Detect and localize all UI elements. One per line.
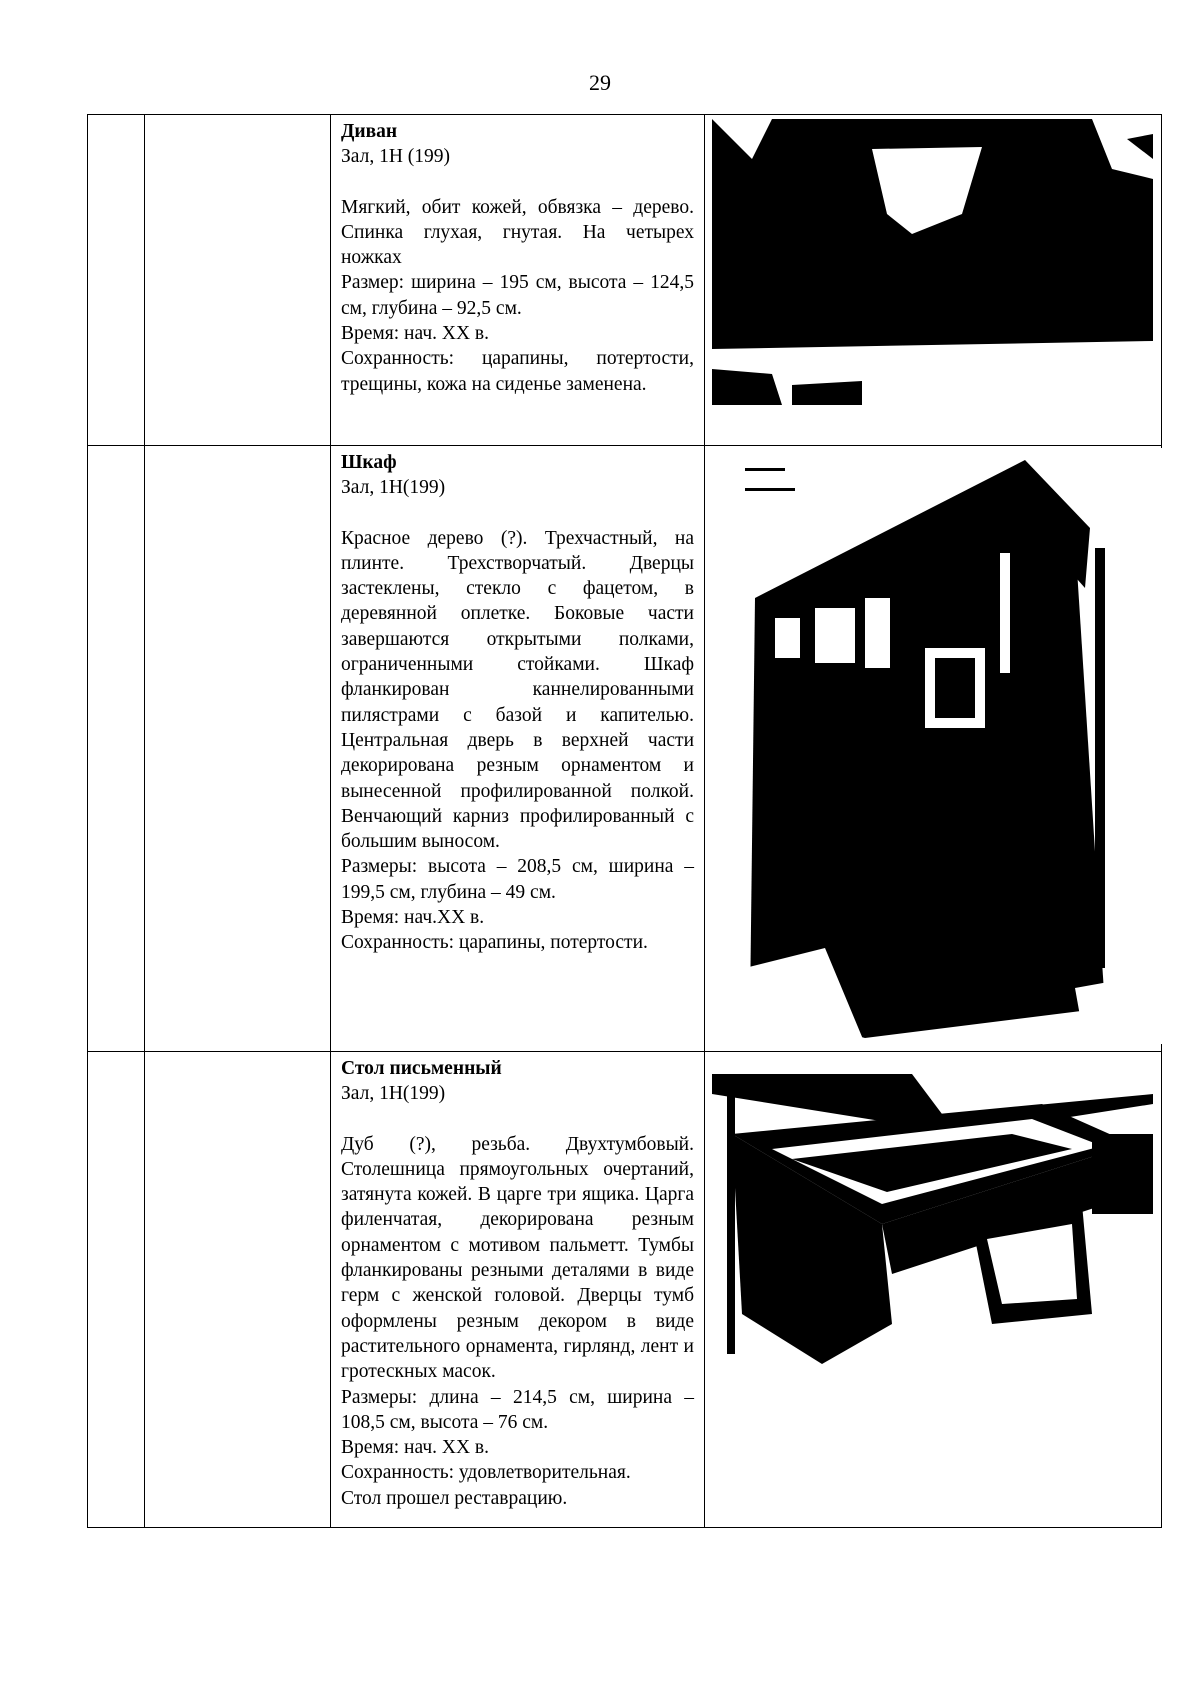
table-row [88, 446, 1162, 1052]
item-condition: Сохранность: удовлетворительная. [341, 1462, 631, 1484]
description-cell [331, 446, 705, 1052]
inventory-cell [145, 1052, 331, 1528]
item-location: Зал, 1Н (199) [341, 146, 451, 168]
number-cell [88, 1052, 145, 1528]
item-note: Стол прошел реставрацию. [341, 1487, 568, 1509]
photo-cell [705, 446, 1162, 1052]
item-time: Время: нач. XX в. [341, 323, 490, 345]
sofa-photo [712, 119, 1153, 405]
item-title: Шкаф [341, 452, 397, 473]
item-description: Красное дерево (?). Трехчастный, на плинте. Трехстворчатый. Дверцы застеклены, стекло с фацетом, в деревянной оплетке. Боковые части завершаются открытыми полками, ограниченными стойками. Шкаф фланкирован каннелированными пилястрами с базой и капителью. Центральная дверь в верхней части декорирована резным орнаментом и вынесенной профилированной полкой. Венчающий карниз профилированный с большим выносом. [341, 527, 694, 853]
table-row [88, 1052, 1162, 1528]
item-title: Диван [341, 121, 398, 142]
item-description: Дуб (?), резьба. Двухтумбовый. Столешница прямоугольных очертаний, затянута кожей. В царге три ящика. Царга филенчатая, декорирована резным орнаментом с мотивом пальметт. Тумбы фланкированы резными деталями в виде герм с женской головой. Дверцы тумб оформлены резным декором в виде растительного орнамента, гирлянд, лент и гротескных масок. [341, 1133, 694, 1383]
item-size: Размеры: высота – 208,5 см, ширина – 199,5 см, глубина – 49 см. [341, 856, 694, 903]
number-cell [88, 115, 145, 446]
item-size: Размеры: длина – 214,5 см, ширина – 108,5 см, высота – 76 см. [341, 1386, 694, 1433]
table-row [88, 115, 1162, 446]
item-location: Зал, 1Н(199) [341, 1083, 446, 1105]
desk-photo [712, 1074, 1153, 1364]
item-description: Мягкий, обит кожей, обвязка – дерево. Спинка глухая, гнутая. На четырех ножках [341, 196, 694, 269]
photo-cell [705, 1052, 1162, 1528]
number-cell [88, 446, 145, 1052]
item-size: Размер: ширина – 195 см, высота – 124,5 см, глубина – 92,5 см. [341, 272, 694, 319]
item-condition: Сохранность: царапины, потертости, трещины, кожа на сиденье заменена. [341, 348, 694, 395]
photo-cell [705, 115, 1162, 446]
description-cell [331, 1052, 705, 1528]
inventory-cell [145, 446, 331, 1052]
item-title: Стол письменный [341, 1058, 502, 1079]
cabinet-photo [745, 448, 1186, 1044]
item-time: Время: нач.XX в. [341, 907, 485, 929]
page-number: 29 [589, 70, 611, 95]
item-location: Зал, 1Н(199) [341, 477, 446, 499]
item-condition: Сохранность: царапины, потертости. [341, 932, 648, 954]
inventory-table [87, 114, 1162, 1528]
description-cell [331, 115, 705, 446]
inventory-cell [145, 115, 331, 446]
item-time: Время: нач. XX в. [341, 1437, 490, 1459]
